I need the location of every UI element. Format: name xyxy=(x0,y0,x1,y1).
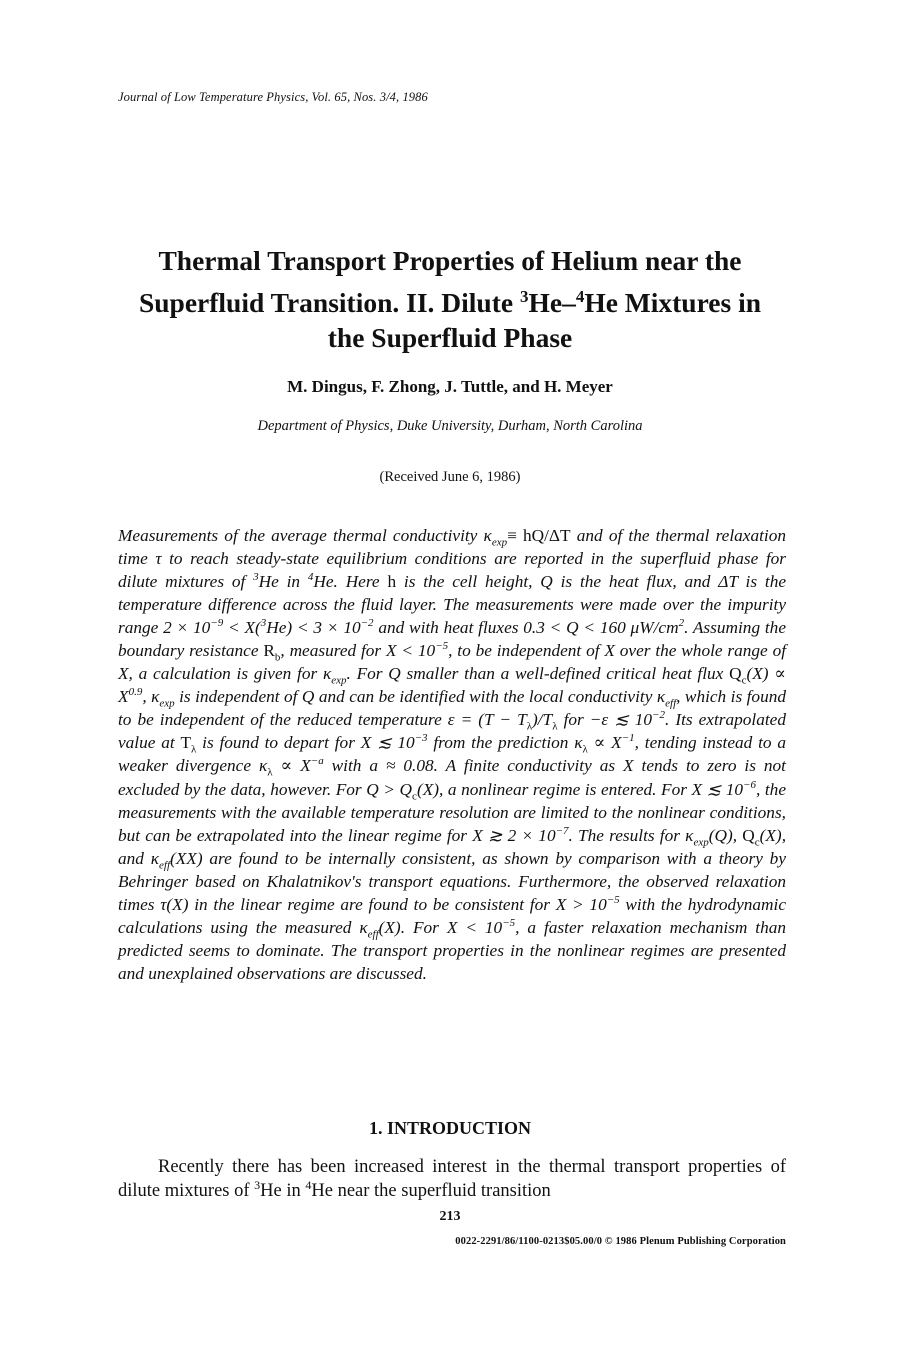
copyright-line: 0022-2291/86/1100-0213$05.00/0 © 1986 Plenum Publishing Corporation xyxy=(455,1236,786,1247)
received-date: (Received June 6, 1986) xyxy=(379,469,521,485)
affiliation: Department of Physics, Duke University, Durham, North Carolina xyxy=(257,418,643,434)
journal-header: Journal of Low Temperature Physics, Vol. 65, Nos. 3/4, 1986 xyxy=(118,90,428,104)
page-number: 213 xyxy=(439,1209,461,1224)
title-line-3: the Superfluid Phase xyxy=(327,322,573,354)
section-heading-introduction: 1. INTRODUCTION xyxy=(368,1118,532,1138)
title-line-2: Superfluid Transition. II. Dilute $^3$He–$^4$He Mixtures in xyxy=(138,286,762,318)
authors: M. Dingus, F. Zhong, J. Tuttle, and H. Meyer xyxy=(287,377,613,396)
introduction-paragraph: Recently there has been increased interest in the thermal transport properties of dilute mixtures of $^3$He in $^4$He near the superfluid transition xyxy=(118,1157,786,1201)
paper-title xyxy=(100,243,800,356)
abstract: Measurements of the average thermal conductivity $\kappa_{exp}\equiv hQ/\Delta T$ and of the thermal relaxation time τ to reach steady-state equilibrium conditions are reported in the superfluid phase for dilute mixtures of $^3$He in $^4$He. Here h is the cell height, Q is the heat flux, and ΔT is the temperature difference across the fluid layer. The measurements were made over the impurity range $2 \times 10^{-9} < X(^3He) < 3 \times 10^{-2}$ and with heat fluxes 0.3 < Q < 160 $\mu W/cm^2$. Assuming the boundary resistance $R_b$, measured for $X < 10^{-5}$, to be independent of X over the whole range of X, a calculation is given for $\kappa_{exp}$. For Q smaller than a well-defined critical heat flux $Q_c(X) \propto X^{0.9}$, $\kappa_{exp}$ is independent of Q and can be identified with the local conductivity $\kappa_{eff}$, which is found to be independent of the reduced temperature $\varepsilon = (T - T_\lambda)/T_\lambda$ for −ε ≲ $10^{-2}$. Its extrapolated value at $T_\lambda$ is found to depart for X ≲ $10^{-3}$ from the prediction $\kappa_\lambda \propto X^{-1}$, tending instead to a weaker divergence $\kappa_\lambda \propto X^{-a}$ with a ≈ 0.08. A finite conductivity as X tends to zero is not excluded by the data, however. For $Q > Q_c(X)$, a nonlinear regime is entered. For X ≲ $10^{-6}$, the measurements with the available temperature resolution are limited to the nonlinear conditions, but can be extrapolated into the linear regime for X ≳ $2 \times 10^{-7}$. The results for $\kappa_{exp}(Q)$, $Q_c(X)$, and $\kappa_{eff}(XX)$ are found to be internally consistent, as shown by comparison with a theory by Behringer based on Khalatnikov's transport equations. Furthermore, the observed relaxation times τ(X) in the linear regime are found to be consistent for $X > 10^{-5}$ with the hydrodynamic calculations using the measured $\kappa_{eff}(X)$. For $X < 10^{-5}$, a faster relaxation mechanism than predicted seems to dominate. The transport properties in the nonlinear regimes are presented and unexplained observations are discussed. xyxy=(118,526,787,983)
title-line-1: Thermal Transport Properties of Helium near the xyxy=(158,245,742,276)
